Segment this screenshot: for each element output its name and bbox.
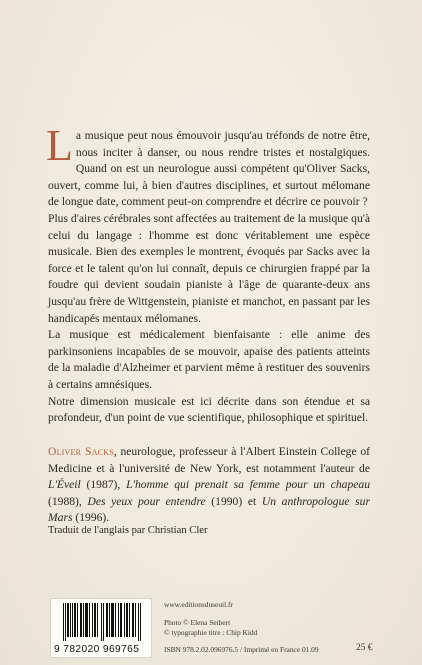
credits — [164, 600, 257, 639]
barcode-number: 9 782020 969765 — [54, 644, 140, 655]
book-title-4: Un anthropologue sur Mars — [48, 494, 370, 525]
bio-text: (1996). — [72, 511, 110, 525]
blurb-paragraph-1-text: a musique peut nous émouvoir jusqu'au tréfonds de notre être, nous inciter à danser, ou nous rendre tristes et nostalgiques. Quand on est un neurologue aussi compétent qu'Oliver Sacks, ouvert, comme lui, à bien d'autres disciplines, et surtout mélomane de longue date, comment peut-on comprendre et décrire ce pouvoir ? — [48, 129, 370, 209]
blurb-text — [46, 121, 370, 427]
publisher-url: www.editionsduseuil.fr — [164, 600, 233, 609]
typography-credit: © typographie titre : Chip Kidd — [164, 628, 258, 638]
bio-text: (1988), — [48, 494, 88, 508]
translator-credit: Traduit de l'anglais par Christian Cler — [48, 525, 208, 536]
blurb-paragraph-2: Plus d'aires cérébrales sont affectées au traitement de la musique qu'à celui du langage : l'homme est donc véritablement une espèce musicale. Bien des exemples le montrent, évoqués par Sacks avec la force et le talent qu'on lui connaît, depuis ce chirurgien frappé par la foudre qui devient soudain pianiste à l'âge de quarante-deux ans jusqu'au frère de Wittgenstein, pianiste et manchot, en passant par les handicapés mentaux mélomanes. — [48, 211, 370, 325]
blurb-paragraph-3: La musique est médicalement bienfaisante : elle anime des parkinsoniens incapables de se mouvoir, apaise des patients atteints de la maladie d'Alzheimer et parvient même à restituer des souvenirs à certains amnésiques. — [48, 328, 370, 391]
price: 25 € — [356, 643, 373, 653]
bio-intro: , neurologue, professeur à l'Albert Einstein College of Medicine et à l'université de New York, est notamment l'auteur de — [48, 445, 370, 475]
blurb-paragraph-1 — [46, 121, 370, 211]
author-bio — [48, 444, 370, 527]
book-title-3: Des yeux pour entendre — [87, 494, 206, 508]
drop-cap: L — [46, 121, 73, 170]
book-title-1: L'Éveil — [48, 478, 81, 492]
barcode — [50, 598, 152, 658]
blurb-paragraph-4: Notre dimension musicale est ici décrite dans son étendue et sa profondeur, d'un point de vue scientifique, philosophique et spirituel. — [48, 394, 370, 425]
photo-credit: Photo © Elena Seibert — [164, 618, 231, 628]
barcode-bars — [63, 603, 143, 641]
bio-text: (1987), — [80, 478, 127, 492]
book-title-2: L'homme qui prenait sa femme pour un chapeau — [126, 478, 370, 492]
isbn: ISBN 978.2.02.096976.5 / Imprimé en France 01.09 — [164, 645, 319, 654]
author-name: Oliver Sacks — [48, 445, 114, 458]
bio-text: (1990) et — [205, 494, 262, 508]
